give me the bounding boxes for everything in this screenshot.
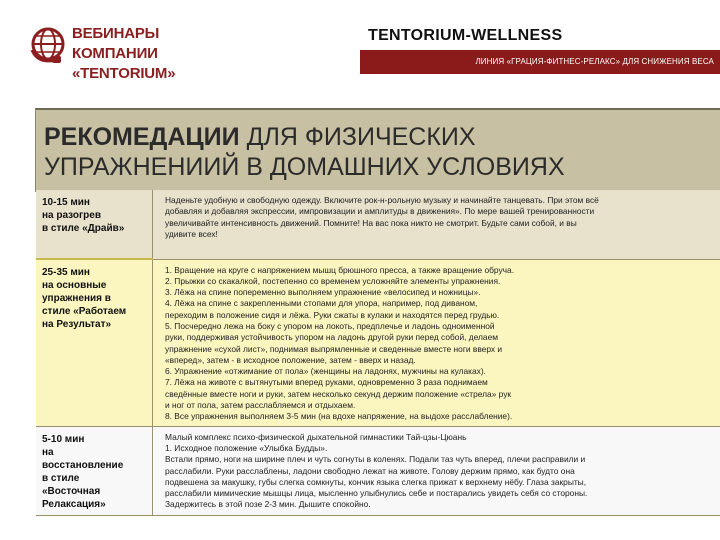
text-line: Задержитесь в этой позе 2-3 мин. Дышите спокойно. [165, 499, 371, 510]
page-title-bold: РЕКОМЕДАЦИИ [44, 123, 240, 151]
text-line: «вперед», затем - в исходное положение, затем - вверх и назад. [165, 354, 416, 365]
label-line: упражнения в [42, 293, 111, 304]
text-line: 2. Прыжки со скакалкой, постепенно со временем усложняйте элементы упражнения. [165, 275, 501, 286]
label-line: на Результат» [42, 319, 112, 330]
page-heading-box [35, 108, 720, 192]
label-line: стиле «Работаем [42, 306, 127, 317]
text-line: 4. Лёжа на спине с закрепленными стопами для упора, например, под диваном, [165, 298, 478, 309]
text-line: увеличивайте интенсивность движений. Помните! На вас пока никто не смотрит. Будьте сами собой, и вы [165, 217, 577, 228]
label-line: Релаксация» [42, 498, 106, 510]
brand-title: TENTORIUM-WELLNESS [368, 27, 563, 44]
text-line: и ног от пола, затем расслабляемся и отдыхаем. [165, 400, 356, 411]
label-line: на основные [42, 280, 107, 291]
row-label [36, 259, 153, 426]
table-row [36, 190, 720, 259]
row-label [36, 190, 153, 259]
text-line: 7. Лёжа на животе с вытянутыми вперед руками, одновременно 3 раза поднимаем [165, 377, 488, 388]
text-line: Встали прямо, ноги на ширине плеч и чуть согнуты в коленях. Подали таз чуть вперед, плечи расправили и [165, 454, 586, 465]
label-line: на [42, 446, 54, 458]
logo-line-2: КОМПАНИИ «TENTORIUM» [72, 45, 176, 82]
page-title [44, 122, 714, 182]
company-logo [30, 20, 260, 82]
label-line: на разогрев [42, 210, 101, 221]
label-line: восстановление [42, 459, 124, 471]
text-line: добавляя и добавляя экспрессии, импровизации и амплитуды в движения». По мере вашей тренированности [165, 206, 595, 217]
table-row [36, 426, 720, 515]
brand-bar [360, 50, 720, 74]
label-line: в стиле «Драйв» [42, 223, 125, 234]
page-title-line-2: УПРАЖНЕНИИЙ В ДОМАШНИХ УСЛОВИЯХ [44, 153, 565, 181]
text-line: 6. Упражнение «отжимание от пола» (женщины на ладонях, мужчины на кулаках). [165, 366, 486, 377]
text-line: переходим в положение сидя и лёжа. Руки сжаты в кулаки и находятся перед грудью. [165, 309, 500, 320]
brand-subtitle: ЛИНИЯ «ГРАЦИЯ-ФИТНЕС-РЕЛАКС» ДЛЯ СНИЖЕНИЯ ВЕСА [475, 57, 714, 66]
row-description [153, 426, 720, 515]
text-line: подвешена за макушку, губы слегка сомкнуты, кончик языка слегка прижат к верхнему нёбу. Глаза закрыты, [165, 476, 587, 487]
row-description [153, 259, 720, 426]
label-line: в стиле [42, 472, 80, 484]
globe-icon [30, 20, 70, 70]
label-line: 10-15 мин [42, 197, 90, 208]
table-row [36, 259, 720, 426]
exercise-table [36, 190, 720, 516]
text-line: 3. Лёжа на спине попеременно выполняем упражнение «велосипед и ножницы». [165, 287, 481, 298]
text-line: руки, поддерживая устойчивость упором на ладонь другой руки перед собой, делаем [165, 332, 499, 343]
text-line: 1. Исходное положение «Улыбка Будды». [165, 442, 328, 453]
text-line: сведённые вместе ноги и руки, затем несколько секунд держим положение «стрела» рук [165, 388, 512, 399]
label-line: «Восточная [42, 485, 101, 497]
page-title-rest: ДЛЯ ФИЗИЧЕСКИХ [239, 123, 476, 151]
text-line: расслабили мимические мышцы лица, мысленно улыбнулись себе и постарались увидеть себя со стороны. [165, 488, 588, 499]
text-line: расслабили. Руки расслаблены, ладони свободно лежат на животе. Голову держим прямо, как будто она [165, 465, 575, 476]
text-line: Малый комплекс психо-физической дыхательной гимнастики Тай-цзы-Цюань [165, 431, 467, 442]
row-label [36, 426, 153, 515]
text-line: Наденьте удобную и свободную одежду. Включите рок-н-рольную музыку и начинайте танцевать. При этом всё [165, 195, 599, 205]
row-description [153, 190, 720, 259]
logo-line-1: ВЕБИНАРЫ [72, 25, 160, 42]
text-line: удивите всех! [165, 228, 218, 239]
label-line: 5-10 мин [42, 433, 85, 445]
text-line: 1. Вращение на круге с напряжением мышц брюшного пресса, а также вращение обруча. [165, 264, 515, 275]
text-line: 5. Посчередно лежа на боку с упором на локоть, предплечье и ладонь одноименной [165, 320, 495, 331]
text-line: упражнение «сухой лист», поднимая выпрямленные и сведенные вместе ноги вверх и [165, 343, 503, 354]
label-line: 25-35 мин [42, 267, 90, 278]
text-line: 8. Все упражнения выполняем 3-5 мин (на вдохе напряжение, на выдохе расслабление). [165, 411, 513, 422]
